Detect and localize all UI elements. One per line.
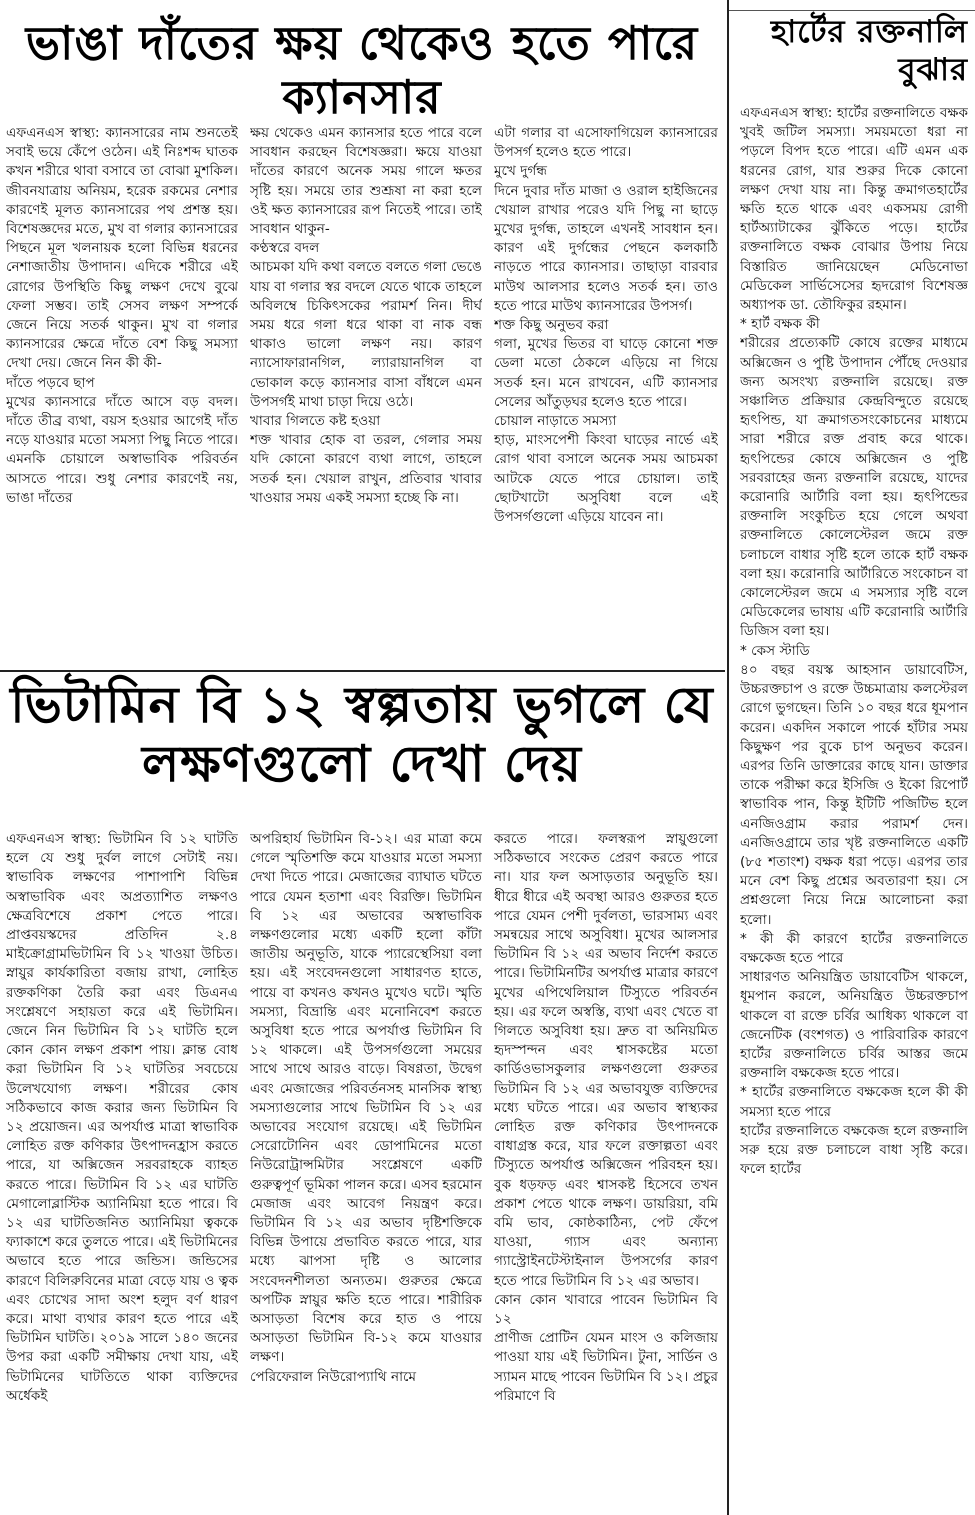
article3-column: এফএনএস স্বাস্থ্য: হার্টের রক্তনালিতে বক্ষক খুবই জটিল সমস্যা। সময়মতো ধরা না পড়লে বিপদ হতে পারে। এটি এমন এক ধরনের রোগ, যার শুরুর দিকে কোনো লক্ষণ দেখা যায় না। কিন্তু ক্রমাগতহার্টের ক্ষতি হতে থাকে এবং একসময় রোগী হার্টঅ্যাটাকের ঝুঁকিতে পড়ে। হার্টের রক্তনালিতে বক্ষক বোঝার উপায় নিয়ে বিস্তারিত জানিয়েছেন মেডিনোভা মেডিকেল সার্ভিসেসের হৃদরোগ বিশেষজ্ঞ অধ্যাপক ডা. তৌফিকুর রহমান। * হার্ট বক্ষক কী শরীরের প্রত্যেকটি কোষে রক্তের মাধ্যমে অক্সিজেন ও পুষ্টি উপাদান পৌঁছে দেওয়ার জন্য অসংখ্য রক্তনালি রয়েছে। রক্ত সঞ্চালিত প্রক্রিয়ার কেন্দ্রবিন্দুতে রয়েছে হৃৎপিন্ড, যা ক্রমাগতসংকোচনের মাধ্যমে সারা শরীরে রক্ত প্রবাহ করে থাকে। হৃৎপিন্ডের কোষে অক্সিজেন ও পুষ্টি সরবরাহের জন্য রক্তনালি রয়েছে, যাদের করোনারি আর্টারি বলা হয়। হৃৎপিন্ডের রক্তনালি সংকুচিত হয়ে গেলে অথবা রক্তনালিতে কোলেস্টেরল জমে রক্ত চলাচলে বাধার সৃষ্টি হলে তাকে হার্ট বক্ষক বলা হয়। করোনারি আর্টারিতে সংকোচন বা কোলেস্টেরল জমে এ সমস্যার সৃষ্টি বলে মেডিকেলের ভাষায় এটি করোনারি আর্টারি ডিজিস বলা হয়। * কেস স্টাডি ৪০ বছর বয়স্ক আহসান ডায়াবেটিস, উচ্চরক্তচাপ ও রক্তে উচ্চমাত্রায় কলস্টেরল রোগে ভুগছেন। তিনি ১০ বছর ধরে ধূমপান করেন। একদিন সকালে পার্কে হাঁটার সময় কিছুক্ষণ পর বুকে চাপ অনুভব করেন। এরপর তিনি ডাক্তারের কাছে যান। ডাক্তার তাকে পরীক্ষা করে ইসিজি ও ইকো রিপোর্ট স্বাভাবিক পান, কিন্তু ইটিটি পজিটিভ হলে এনজিওগ্রাম করার পরামর্শ দেন। এনজিওগ্রামে তার খৃষ্ট রক্তনালিতে একটি (৮৫ শতাংশ) বক্ষক ধরা পড়ে। এরপর তার মনে বেশ কিছু প্রশ্নের অবতারণা হয়। সে প্রশ্নগুলো নিয়ে নিম্নে আলোচনা করা হলো। * কী কী কারণে হার্টের রক্তনালিতে বক্ষকেজ হতে পারে সাধারণত অনিয়ন্ত্রিত ডায়াবেটিস থাকলে, ধূমপান করলে, অনিয়ন্ত্রিত উচ্চরক্তচাপ থাকলে বা রক্তে চর্বির আধিক্য থাকলে বা জেনেটিক (বংশগত) ও পারিবারিক কারণে হার্টের রক্তনালিতে চর্বির আস্তর জমে রক্তনালি বক্ষকেজ হতে পারে। * হার্টের রক্তনালিতে বক্ষকেজ হলে কী কী সমস্যা হতে পারে হার্টের রক্তনালিতে বক্ষকেজ হলে রক্তনালি সরু হয়ে রক্ত চলাচলে বাধা সৃষ্টি করে। ফলে হার্টের: [740, 105, 968, 1178]
article2-column-2: অপরিহার্য ভিটামিন বি-১২। এর মাত্রা কমে গেলে স্মৃতিশক্তি কমে যাওয়ার মতো সমস্যা দেখা দিতে পারে। মেজাজের ব্যাঘাত ঘটতে পারে যেমন হতাশা এবং বিরক্তি। ভিটামিন বি ১২ এর অভাবের অস্বাভাবিক লক্ষণগুলোর মধ্যে একটি হলো কাঁটা জাতীয় অনুভূতি, যাকে প্যারেস্থেসিয়া বলা হয়। এই সংবেদনগুলো সাধারণত হাতে, পায়ে বা কখনও কখনও মুখেও ঘটে। স্মৃতি সমস্যা, বিভ্রান্তি এবং মনোনিবেশ করতে অসুবিধা হতে পারে অপর্যাপ্ত ভিটামিন বি ১২ থাকলে। এই উপসর্গগুলো সময়ের সাথে সাথে আরও বাড়ে। বিষণ্ণতা, উদ্বেগ এবং মেজাজের পরিবর্তনসহ মানসিক স্বাস্থ্য সমস্যাগুলোর সাথে ভিটামিন বি ১২ এর অভাবের সংযোগ রয়েছে। এই ভিটামিন সেরোটোনিন এবং ডোপামিনের মতো নিউরোট্রান্সমিটার সংশ্লেষণে একটি গুরুত্বপূর্ণ ভূমিকা পালন করে। এসব হরমোন মেজাজ এবং আবেগ নিয়ন্ত্রণ করে। ভিটামিন বি ১২ এর অভাব দৃষ্টিশক্তিকে বিভিন্ন উপায়ে প্রভাবিত করতে পারে, যার মধ্যে ঝাপসা দৃষ্টি ও আলোর সংবেদনশীলতা অন্যতম। গুরুতর ক্ষেত্রে অপটিক স্নায়ুর ক্ষতি হতে পারে। শারীরিক অসাড়তা বিশেষ করে হাত ও পায়ে অসাড়তা ভিটামিন বি-১২ কমে যাওয়ার লক্ষণ। পেরিফেরাল নিউরোপ্যাথি নামে: [250, 831, 482, 1385]
article-divider: [0, 670, 725, 672]
top-rule: [729, 10, 975, 11]
headline-heart-artery: হার্টের রক্তনালি বুঝার: [770, 14, 968, 88]
article1-column-3: এটা গলার বা এসোফাগিয়েল ক্যানসারের উপসর্গ হলেও হতে পারে। মুখে দুর্গন্ধ দিনে দুবার দাঁত মাজা ও ওরাল হাইজিনের খেয়াল রাখার পরেও যদি পিছু না ছাড়ে মুখের দুর্গন্ধ, তাহলে এখনই সাবধান হন। কারণ এই দুর্গন্ধের পেছনে কলকাঠি নাড়তে পারে ক্যানসার। তাছাড়া বারবার মাউথ আলসার হলেও সতর্ক হন। তাও হতে পারে মাউথ ক্যানসারের উপসর্গ। শক্ত কিছু অনুভব করা গলা, মুখের ভিতর বা ঘাড়ে কোনো শক্ত ডেলা মতো ঠেকলে এড়িয়ে না গিয়ে সতর্ক হন। মনে রাখবেন, এটি ক্যানসার সেলের আঁতুড়ঘর হলেও হতে পারে। চোয়াল নাড়াতে সমস্যা হাড়, মাংসপেশী কিংবা ঘাড়ের নার্ভে এই রোগ থাবা বসালে অনেক সময় আচমকা আটকে যেতে পারে চোয়াল। তাই ছোটখাটো অসুবিধা বলে এই উপসর্গগুলো এড়িয়ে যাবেন না।: [494, 125, 718, 526]
article2-column-1: এফএনএস স্বাস্থ্য: ভিটামিন বি ১২ ঘাটতি হলে যে শুধু দুর্বল লাগে সেটাই নয়। স্বাভাবিক লক্ষণের পাশাপাশি বিভিন্ন অস্বাভাবিক এবং অপ্রত্যাশিত লক্ষণও ক্ষেত্রবিশেষে প্রকাশ পেতে পারে। প্রাপ্তবয়স্কদের প্রতিদিন ২.৪ মাইক্রোগ্রামভিটামিন বি ১২ খাওয়া উচিত। স্নায়ুর কার্যকারিতা বজায় রাখা, লোহিত রক্তকণিকা তৈরি করা এবং ডিএনএ সংশ্লেষণে সহায়তা করে এই ভিটামিন। জেনে নিন ভিটামিন বি ১২ ঘাটতি হলে কোন কোন লক্ষণ প্রকাশ পায়। ক্লান্ত বোধ করা ভিটামিন বি ১২ ঘাটতির সবচেয়ে উলেখযোগ্য লক্ষণ। শরীরের কোষ সঠিকভাবে কাজ করার জন্য ভিটামিন বি ১২ প্রয়োজন। এর অপর্যাপ্ত মাত্রা স্বাভাবিক লোহিত রক্ত কণিকার উৎপাদনহ্রাস করতে পারে, যা অক্সিজেন সরবরাহকে ব্যাহত করতে পারে। ভিটামিন বি ১২ এর ঘাটতি মেগালোব্লাস্টিক অ্যানিমিয়া হতে পারে। বি ১২ এর ঘাটতিজনিত অ্যানিমিয়া ত্বককে ফ্যাকাশে করে তুলতে পারে। এই ভিটামিনের অভাবে হতে পারে জন্ডিস। জন্ডিসের কারণে বিলিরুবিনের মাত্রা বেড়ে যায় ও ত্বক এবং চোখের সাদা অংশ হলুদ বর্ণ ধারণ করে। মাথা ব্যথার কারণ হতে পারে এই ভিটামিন ঘাটতি। ২০১৯ সালে ১৪০ জনের উপর করা একটি সমীক্ষায় দেখা যায়, এই ভিটামিনের ঘাটতিতে থাকা ব্যক্তিদের অর্ধেকই: [6, 831, 238, 1404]
article2-column-3: করতে পারে। ফলস্বরূপ স্নায়ুগুলো সঠিকভাবে সংকেত প্রেরণ করতে পারে না। যার ফল অসাড়তার অনুভূতি হয়। ধীরে ধীরে এই অবস্থা আরও গুরুতর হতে পারে যেমন পেশী দুর্বলতা, ভারসাম্য এবং সমন্বয়ের সাথে অসুবিধা। মুখের আলসার ভিটামিন বি ১২ এর অভাব নির্দেশ করতে পারে। ভিটামিনটির অপর্যাপ্ত মাত্রার কারণে মুখের এপিথেলিয়াল টিস্যুতে পরিবর্তন হয়। এর ফলে অস্বস্তি, ব্যথা এবং খেতে বা গিলতে অসুবিধা হয়। দ্রুত বা অনিয়মিত হৃদস্পন্দন এবং শ্বাসকষ্টের মতো কার্ডিওভাসকুলার লক্ষণগুলো গুরুতর ভিটামিন বি ১২ এর অভাবযুক্ত ব্যক্তিদের মধ্যে ঘটতে পারে। এর অভাব স্বাস্থ্যকর লোহিত রক্ত কণিকার উৎপাদনকে বাধাগ্রস্ত করে, যার ফলে রক্তাল্পতা এবং টিস্যুতে অপর্যাপ্ত অক্সিজেন পরিবহন হয়। বুক ধড়ফড় এবং শ্বাসকষ্ট হিসেবে তখন প্রকাশ পেতে থাকে লক্ষণ। ডায়রিয়া, বমি বমি ভাব, কোষ্ঠকাঠিন্য, পেট ফেঁপে যাওয়া, গ্যাস এবং অন্যান্য গ্যাস্ট্রোইনটেস্টাইনাল উপসর্গের কারণ হতে পারে ভিটামিন বি ১২ এর অভাব। কোন কোন খাবারে পাবেন ভিটামিন বি ১২ প্রাণীজ প্রোটিন যেমন মাংস ও কলিজায় পাওয়া যায় এই ভিটামিন। টুনা, সার্ডিন ও স্যামন মাছে পাবেন ভিটামিন বি ১২। প্রচুর পরিমাণে বি: [494, 831, 718, 1404]
article1-column-2: ক্ষয় থেকেও এমন ক্যানসার হতে পারে বলে সাবধান করছেন বিশেষজ্ঞরা। ক্ষয়ে যাওয়া দাঁতের কারণে অনেক সময় গালে ক্ষতর সৃষ্টি হয়। সময়ে তার শুশ্রূষা না করা হলে ওই ক্ষত ক্যানসারের রূপ নিতেই পারে। তাই সাবধান থাকুন- কণ্ঠস্বরে বদল আচমকা যদি কথা বলতে বলতে গলা ভেঙে যায় বা গলার স্বর বদলে যেতে থাকে তাহলে অবিলম্বে চিকিৎসকের পরামর্শ নিন। দীর্ঘ সময় ধরে গলা ধরে থাকা বা নাক বন্ধ থাকাও ভালো লক্ষণ নয়। কারণ ন্যাসোফারানগিল, ল্যারায়ানগিল বা ভোকাল কড়ে ক্যানসার বাসা বাঁধলে এমন উপসর্গই মাথা চাড়া দিয়ে ওঠে। খাবার গিলতে কষ্ট হওয়া শক্ত খাবার হোক বা তরল, গেলার সময় যদি কোনো কারণে ব্যথা লাগে, তাহলে সতর্ক হন। খেয়াল রাখুন, প্রতিবার খাবার খাওয়ার সময় একই সমস্যা হচ্ছে কি না।: [250, 125, 482, 506]
column-divider: [727, 0, 729, 1515]
headline-vitamin-b12: ভিটামিন বি ১২ স্বল্পতায় ভুগলে যে লক্ষণগুলো দেখা দেয়: [10, 676, 714, 793]
article1-column-1: এফএনএস স্বাস্থ্য: ক্যানসারের নাম শুনতেই সবাই ভয়ে কেঁপে ওঠেন। এই নিঃশব্দ ঘাতক কখন শরীরে থাবা বসাবে তা বোঝা মুশকিল। জীবনযাত্রায় অনিয়ম, হরেক রকমের নেশার কারণেই মূলত ক্যানসারের পথ প্রশস্ত হয়। বিশেষজ্ঞদের মতে, মুখ বা গলার ক্যানসারের পিছনে মূল খলনায়ক হলো বিভিন্ন ধরনের নেশাজাতীয় উপাদান। এদিকে শরীরে এই রোগের উপস্থিতি কিছু লক্ষণ দেখে বুঝে ফেলা সম্ভব। তাই সেসব লক্ষণ সম্পর্কে জেনে নিয়ে সতর্ক থাকুন। মুখ বা গলার ক্যানসারের ক্ষেত্রে দাঁতে বেশ কিছু সমস্যা দেখা দেয়। জেনে নিন কী কী- দাঁতে পড়বে ছাপ মুখের ক্যানসারে দাঁতে আসে বড় বদল। দাঁতে তীব্র ব্যথা, বয়স হওয়ার আগেই দাঁত নড়ে যাওয়ার মতো সমস্যা পিছু নিতে পারে। এমনকি চোয়ালে অস্বাভাবিক পরিবর্তন আসতে পারে। শুধু নেশার কারণেই নয়, ভাঙা দাঁতের: [6, 125, 238, 506]
headline-tooth-cancer: ভাঙা দাঁতের ক্ষয় থেকেও হতে পারে ক্যানসার: [25, 16, 699, 125]
